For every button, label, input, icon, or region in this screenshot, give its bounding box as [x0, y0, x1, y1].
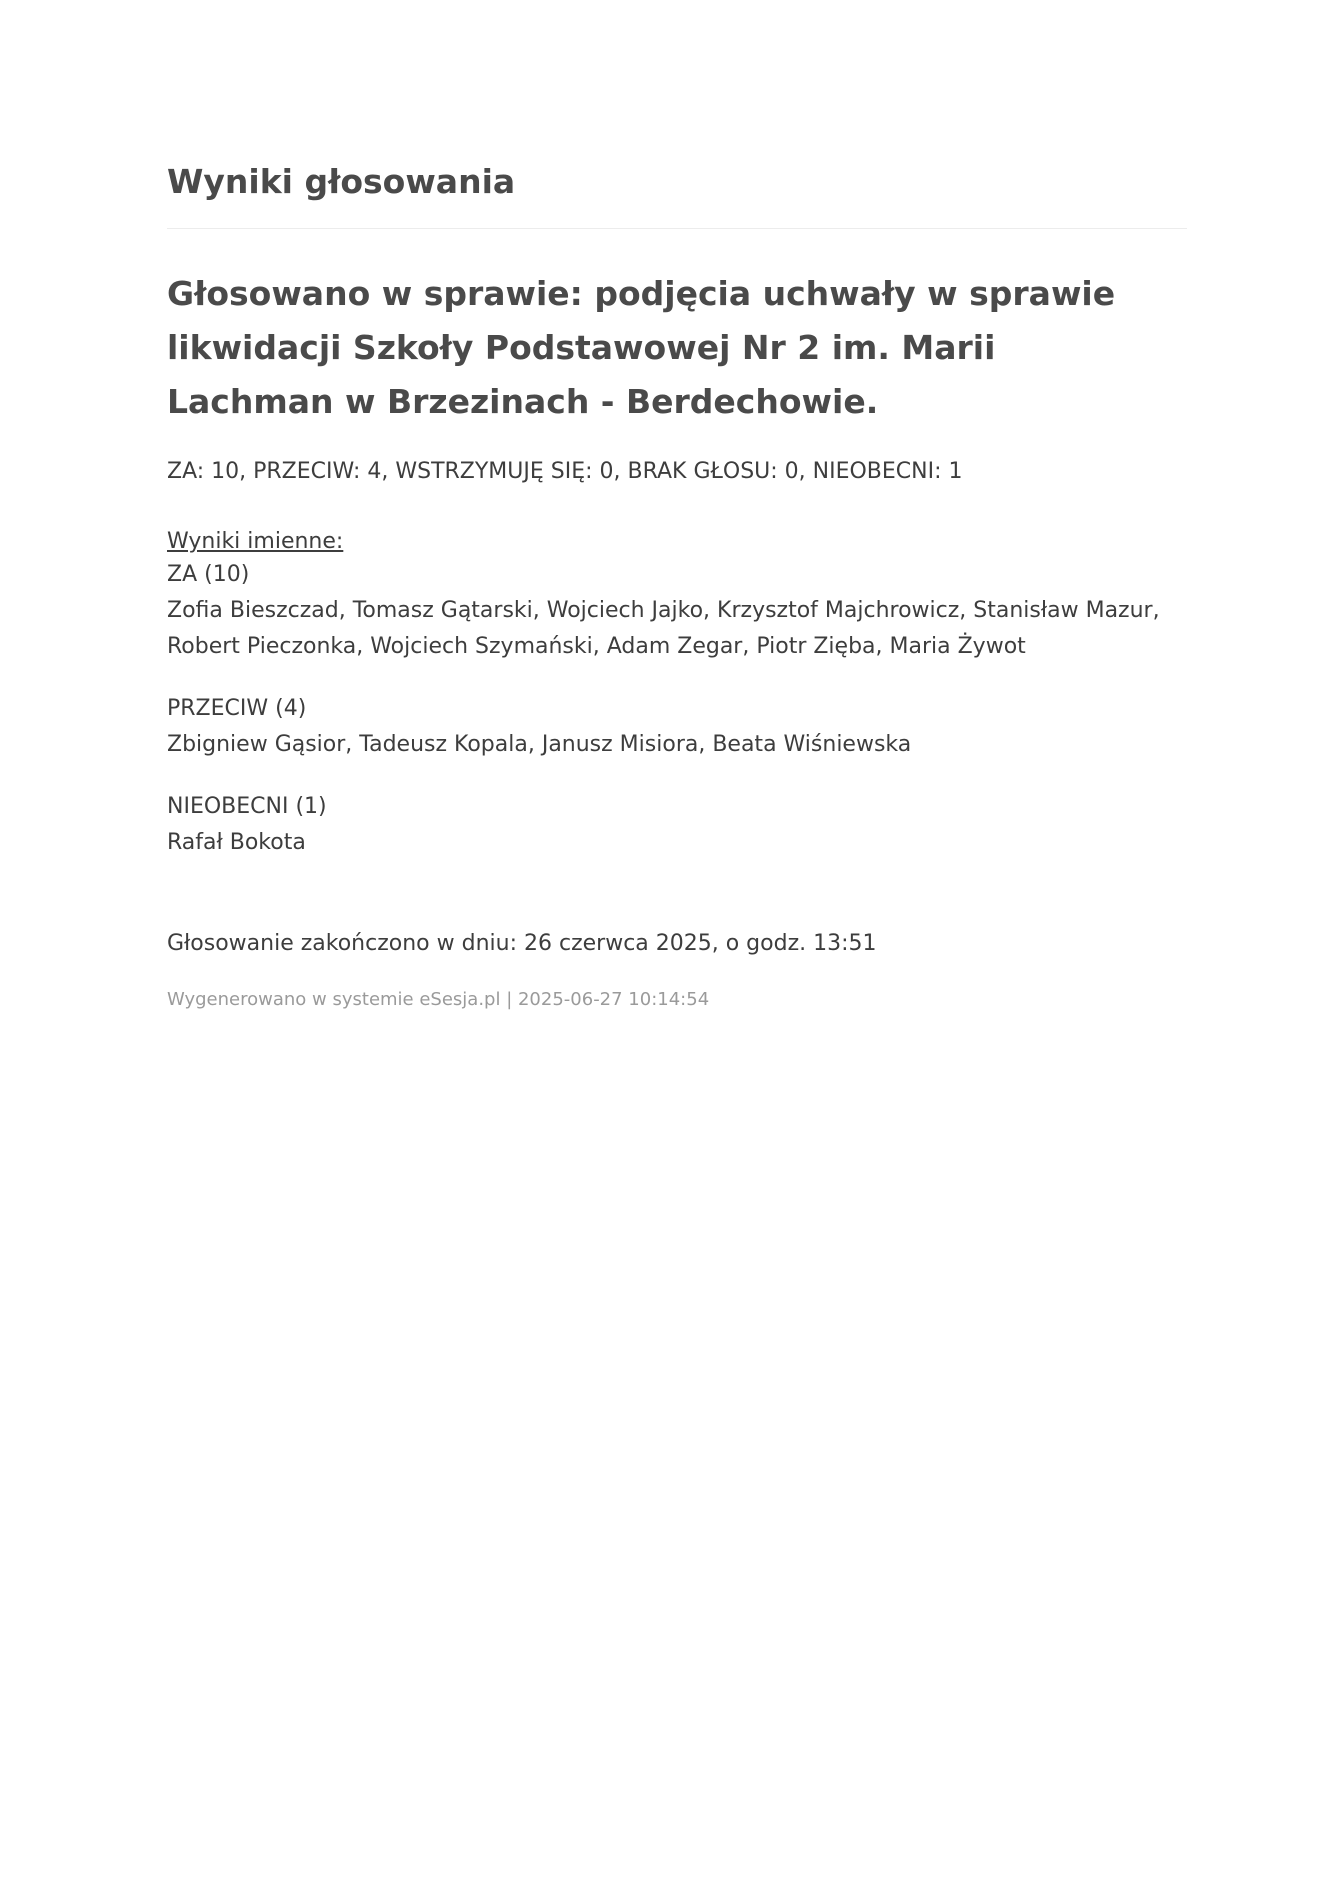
- page-title: Wyniki głosowania: [167, 162, 516, 201]
- generated-footer: Wygenerowano w systemie eSesja.pl | 2025-06-27 10:14:54: [167, 989, 710, 1010]
- group-names: Zbigniew Gąsior, Tadeusz Kopala, Janusz Misiora, Beata Wiśniewska: [167, 732, 912, 757]
- vote-summary: ZA: 10, PRZECIW: 4, WSTRZYMUJĘ SIĘ: 0, BRAK GŁOSU: 0, NIEOBECNI: 1: [167, 459, 963, 484]
- group-label: ZA (10): [167, 562, 250, 587]
- group-label: NIEOBECNI (1): [167, 794, 327, 819]
- group-names: Zofia Bieszczad, Tomasz Gątarski, Wojciech Jajko, Krzysztof Majchrowicz, Stanisław Mazur, Robert Pieczonka, Wojciech Szymański, Adam Zegar, Piotr Zięba, Maria Żywot: [167, 598, 1160, 659]
- vote-group-absent: [167, 789, 1197, 861]
- vote-group-for: [167, 557, 1197, 665]
- group-names: Rafał Bokota: [167, 830, 306, 855]
- vote-group-against: [167, 691, 1197, 763]
- voting-results-document: [167, 160, 1197, 1013]
- vote-subject: Głosowano w sprawie: podjęcia uchwały w sprawie likwidacji Szkoły Podstawowej Nr 2 im. Marii Lachman w Brzezinach - Berdechowie.: [167, 274, 1116, 421]
- title-divider: [167, 228, 1187, 229]
- vote-closed-timestamp: Głosowanie zakończono w dniu: 26 czerwca 2025, o godz. 13:51: [167, 931, 877, 956]
- named-results-heading: Wyniki imienne:: [167, 529, 344, 554]
- group-label: PRZECIW (4): [167, 696, 307, 721]
